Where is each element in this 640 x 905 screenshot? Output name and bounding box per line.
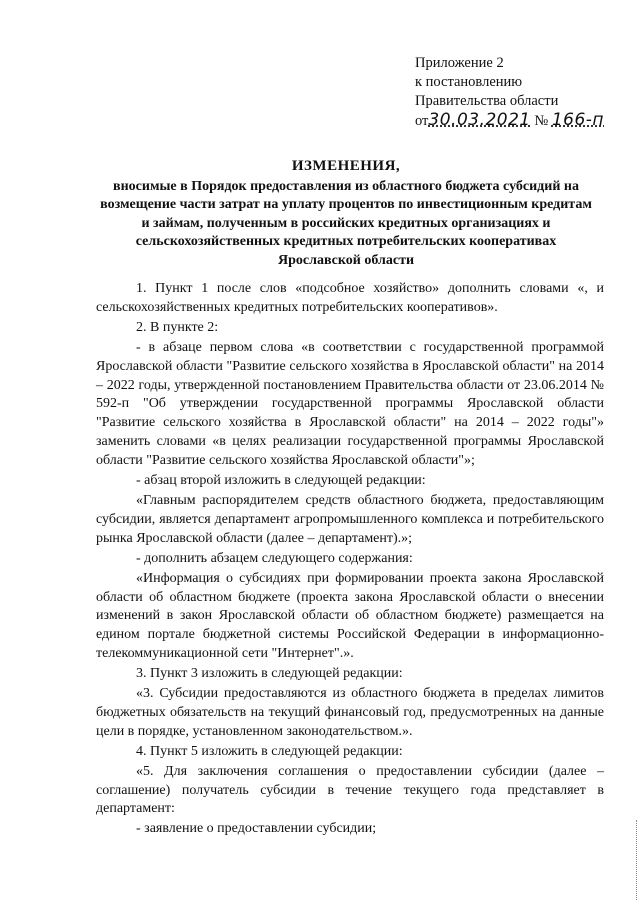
document-subtitle: вносимые в Порядок предоставления из областного бюджета субсидий на возмещение части затрат на уплату процентов по инвестиционным кредитам и займам, полученным в российских кредитных организациях и сельскохозяйственных кредитных потребительских кооперативах Ярославской области	[100, 178, 592, 268]
document-body	[96, 280, 604, 840]
scan-edge-mark	[632, 820, 637, 900]
handwritten-date: 30.03.2021	[428, 110, 531, 130]
paragraph: - в абзаце первом слова «в соответствии с государственной программой Ярославской области "Развитие сельского хозяйства в Ярославской области" на 2014 – 2022 годы, утвержденной постановлением Правительства области от 23.06.2014 № 592-п "Об утверждении государственной программы Ярославской области "Развитие сельского хозяйства в Ярославской области" на 2014 – 2022 годы"» заменить словами «в целях реализации государственной программы Ярославской области "Развитие сельского хозяйства Ярославской области"»;	[96, 339, 604, 469]
appendix-block	[415, 54, 604, 131]
paragraph: 2. В пункте 2:	[136, 319, 219, 335]
paragraph: «5. Для заключения соглашения о предоставлении субсидии (далее – соглашение) получатель субсидии в течение текущего года представляет в департамент:	[96, 763, 604, 817]
paragraph: - дополнить абзацем следующего содержания:	[136, 550, 413, 566]
date-prefix: от	[415, 113, 429, 129]
document-heading	[96, 157, 596, 270]
paragraph: 3. Пункт 3 изложить в следующей редакции:	[136, 666, 403, 682]
paragraph: «Главным распорядителем средств областного бюджета, предоставляющим субсидии, является департамент агропромышленного комплекса и потребительского рынка Ярославской области (далее – департамент).»;	[96, 492, 604, 546]
paragraph: - абзац второй изложить в следующей редакции:	[136, 473, 426, 489]
appendix-line: к постановлению	[415, 74, 523, 90]
paragraph: «3. Субсидии предоставляются из областного бюджета в пределах лимитов бюджетных обязательств на текущий финансовый год, предусмотренных на данные цели в порядке, установленном законодательством.».	[96, 686, 604, 739]
handwritten-number: 166-п	[551, 110, 605, 130]
paragraph: «Информация о субсидиях при формировании проекта закона Ярославской области об областном бюджете (проекта закона Ярославской области о внесении изменений в закон Ярославской области об областном бюджете) размещается на едином портале бюджетной системы Российской Федерации в информационно-телекоммуникационной сети "Интернет".».	[96, 570, 604, 662]
appendix-line: Приложение 2	[415, 55, 504, 71]
appendix-line: Правительства области	[415, 93, 559, 109]
appendix-date-line	[415, 111, 604, 131]
document-title: ИЗМЕНЕНИЯ,	[291, 158, 401, 174]
number-prefix: №	[534, 113, 549, 129]
paragraph: 1. Пункт 1 после слов «подсобное хозяйство» дополнить словами «, и сельскохозяйственных кредитных потребительских кооперативов».	[96, 281, 604, 315]
paragraph: - заявление о предоставлении субсидии;	[136, 821, 377, 837]
paragraph: 4. Пункт 5 изложить в следующей редакции:	[136, 743, 403, 759]
